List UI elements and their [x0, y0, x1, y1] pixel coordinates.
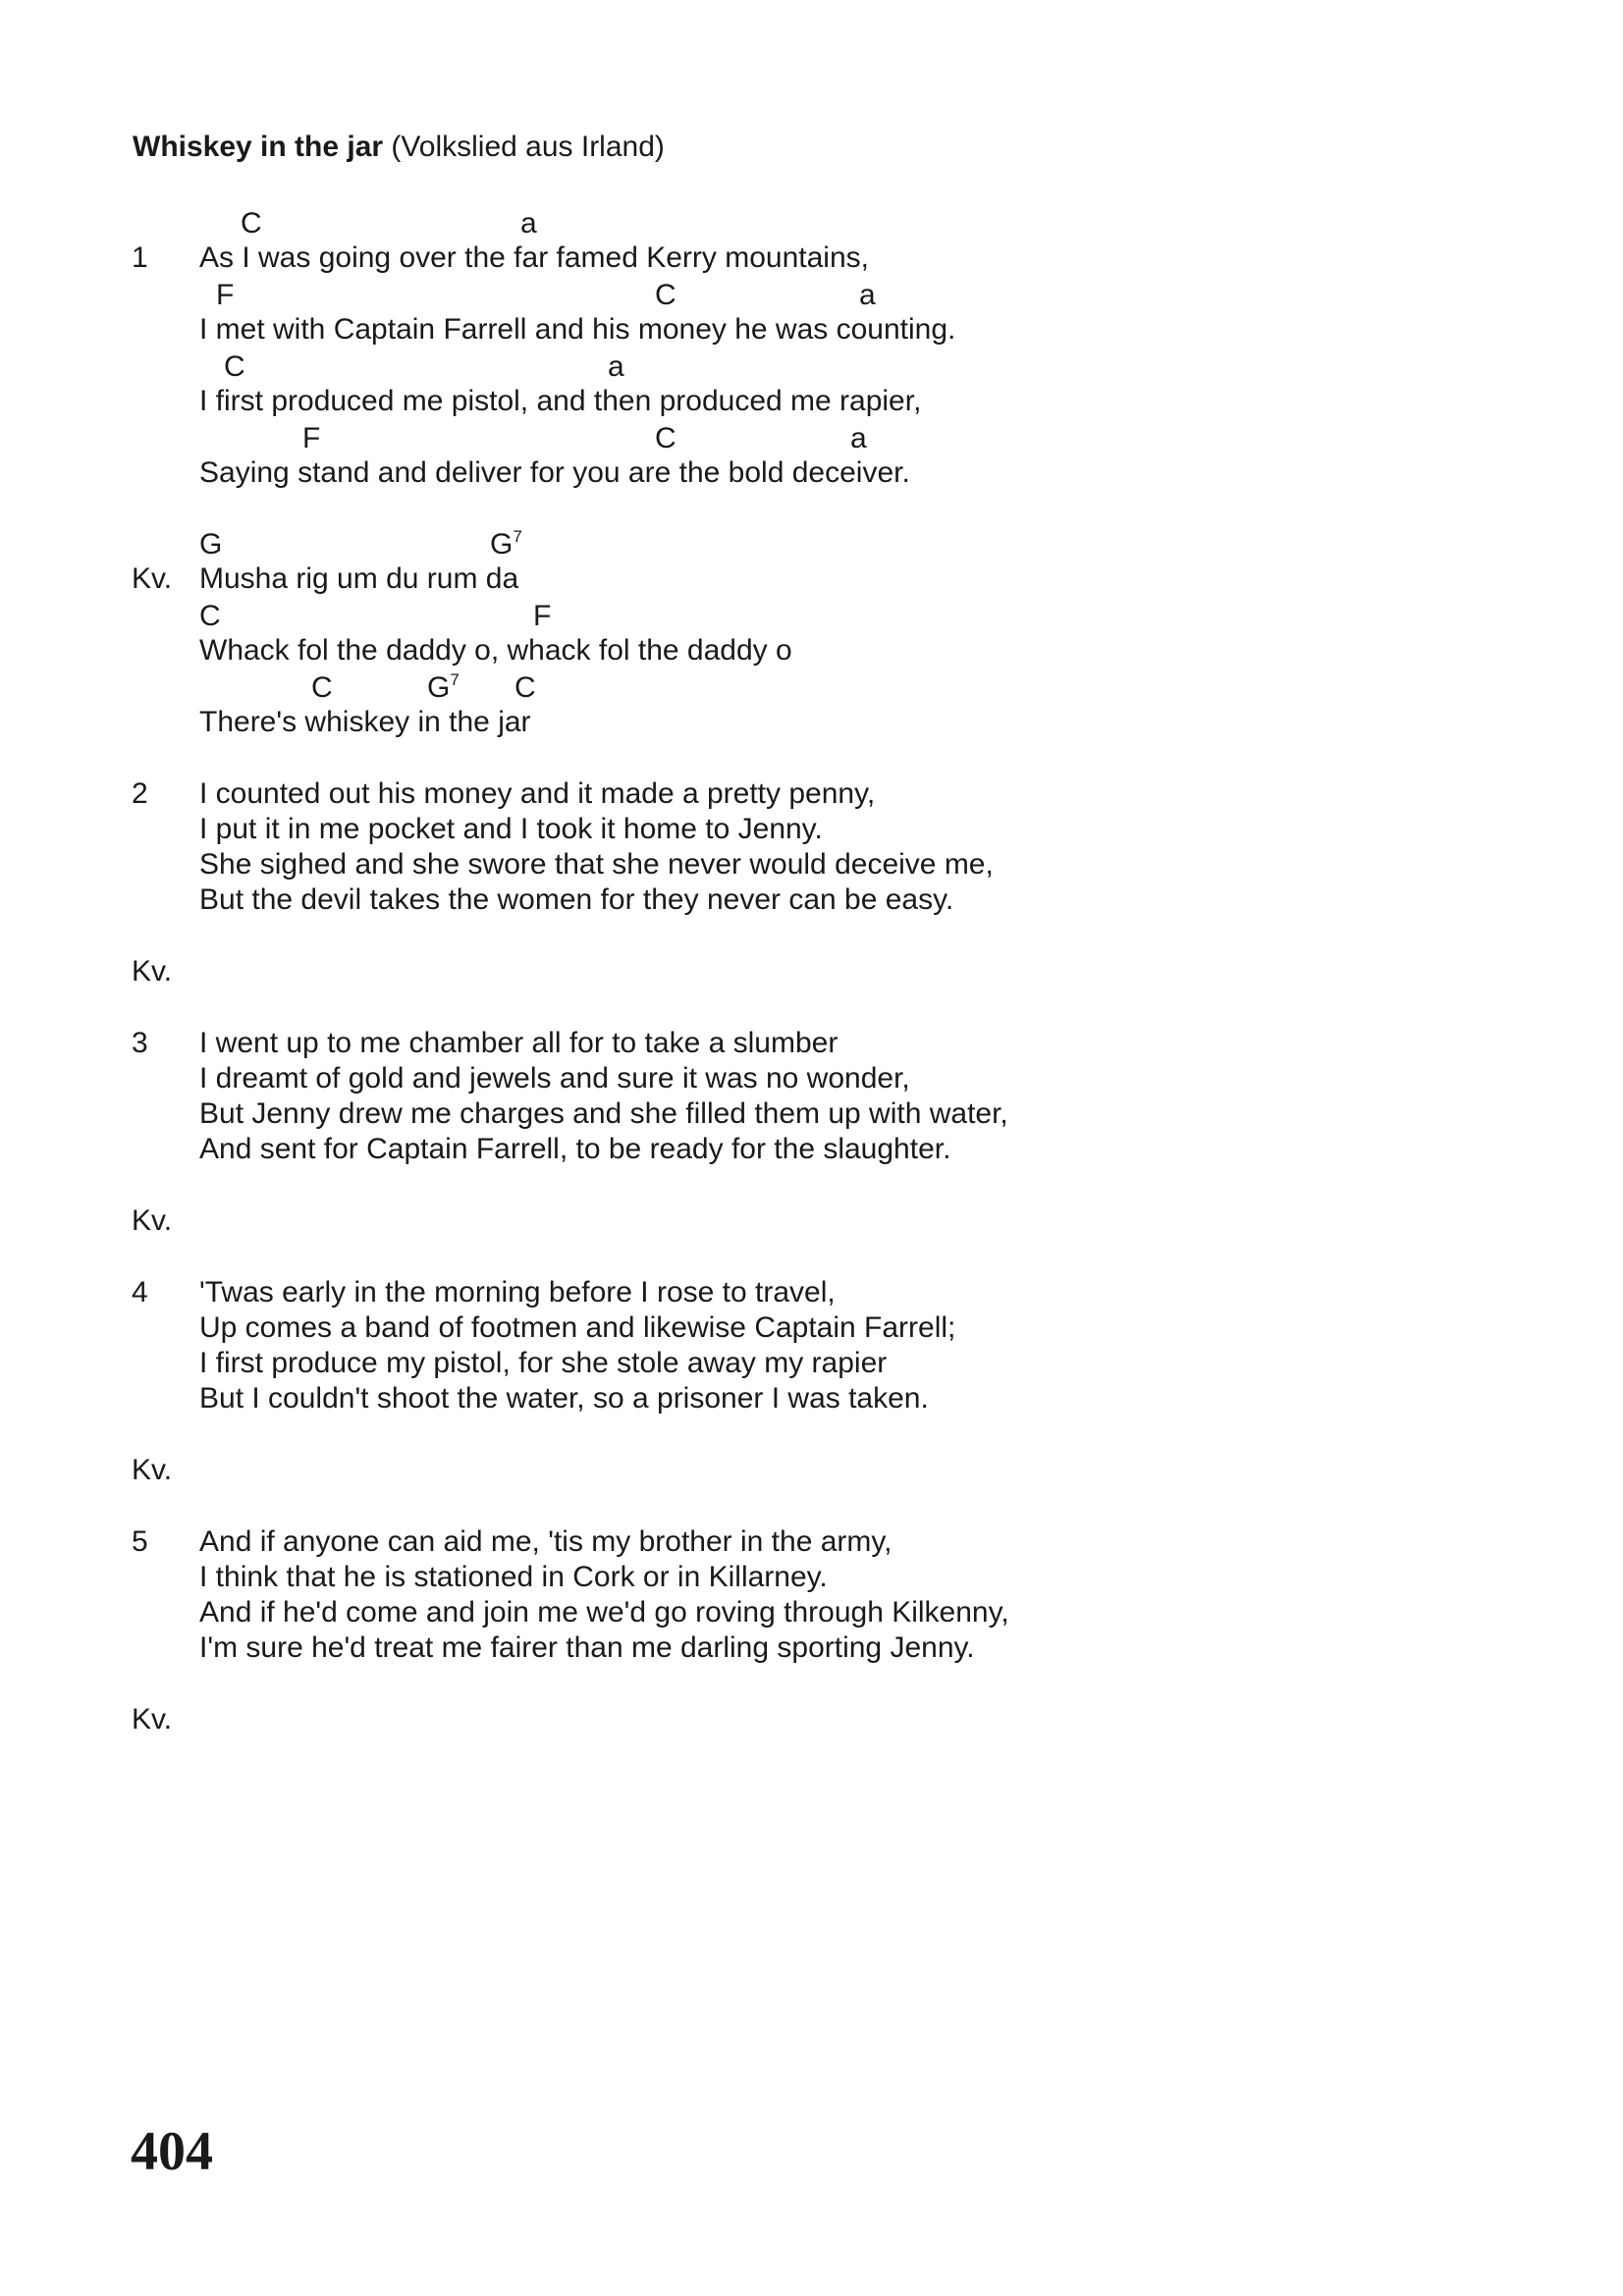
lyric-text: I first produced me pistol, and then produced me rapier, [199, 385, 922, 417]
verse-number: 5 [132, 1525, 148, 1558]
chord: C [514, 671, 536, 704]
song-heading [133, 131, 665, 164]
page-number: 404 [131, 2121, 213, 2182]
song-title: Whiskey in the jar [133, 131, 384, 163]
chord-extension: 7 [450, 670, 460, 689]
lyric-text: I think that he is stationed in Cork or in Killarney. [199, 1561, 828, 1593]
chord: F [533, 600, 552, 632]
lyric-text: She sighed and she swore that she never would deceive me, [199, 848, 994, 881]
chord: F [216, 279, 235, 311]
chord: C [311, 671, 333, 704]
refrain-label: Kv. [132, 1454, 173, 1486]
chord: C [655, 279, 676, 311]
lyric-text: 'Twas early in the morning before I rose to travel, [199, 1276, 836, 1308]
lyric-text: Up comes a band of footmen and likewise Captain Farrell; [199, 1311, 956, 1344]
lyric-text: Saying stand and deliver for you are the bold deceiver. [199, 456, 910, 489]
chord: a [520, 207, 537, 240]
lyric-text: There's whiskey in the jar [199, 706, 531, 738]
lyric-text: I counted out his money and it made a pretty penny, [199, 777, 876, 810]
lyric-text: And if he'd come and join me we'd go roving through Kilkenny, [199, 1596, 1009, 1629]
chord: C [655, 422, 676, 454]
refrain-label: Kv. [132, 1204, 173, 1237]
lyric-text: I went up to me chamber all for to take a slumber [199, 1027, 839, 1059]
chord: F [302, 422, 321, 454]
lyric-text: And sent for Captain Farrell, to be ready for the slaughter. [199, 1133, 951, 1165]
refrain-label: Kv. [132, 955, 173, 988]
lyric-text: But Jenny drew me charges and she filled them up with water, [199, 1097, 1008, 1130]
verse-number: 4 [132, 1276, 148, 1308]
chord-with-seventh [427, 670, 460, 710]
verse-number: 3 [132, 1027, 148, 1059]
lyric-text: But I couldn't shoot the water, so a prisoner I was taken. [199, 1382, 929, 1415]
chord-with-seventh [490, 527, 522, 566]
lyric-text: I met with Captain Farrell and his money he was counting. [199, 313, 956, 346]
chord: a [859, 279, 876, 311]
chord: C [199, 600, 221, 632]
lyric-text: But the devil takes the women for they never can be easy. [199, 883, 954, 916]
chord-root: G [490, 528, 514, 561]
lyric-text: I first produce my pistol, for she stole away my rapier [199, 1347, 888, 1379]
lyric-text: Whack fol the daddy o, whack fol the daddy o [199, 634, 792, 667]
lyric-text: Musha rig um du rum da [199, 562, 519, 595]
chord: G [199, 528, 223, 561]
chorus-label: Kv. [132, 562, 173, 595]
verse-number: 2 [132, 777, 148, 810]
chord: C [224, 350, 245, 383]
lyric-text: I dreamt of gold and jewels and sure it was no wonder, [199, 1062, 910, 1095]
lyric-text: I put it in me pocket and I took it home to Jenny. [199, 813, 823, 845]
chord: C [241, 207, 262, 240]
lyric-text: I'm sure he'd treat me fairer than me darling sporting Jenny. [199, 1631, 975, 1664]
song-subtitle: (Volkslied aus Irland) [391, 131, 665, 163]
chord: a [850, 422, 867, 454]
lyric-text: And if anyone can aid me, 'tis my brother in the army, [199, 1525, 893, 1558]
chord-root: G [427, 671, 451, 704]
lyric-text: As I was going over the far famed Kerry mountains, [199, 241, 869, 274]
chord: a [608, 350, 624, 383]
refrain-label: Kv. [132, 1703, 173, 1735]
chord-extension: 7 [513, 527, 522, 546]
verse-number: 1 [132, 241, 148, 274]
